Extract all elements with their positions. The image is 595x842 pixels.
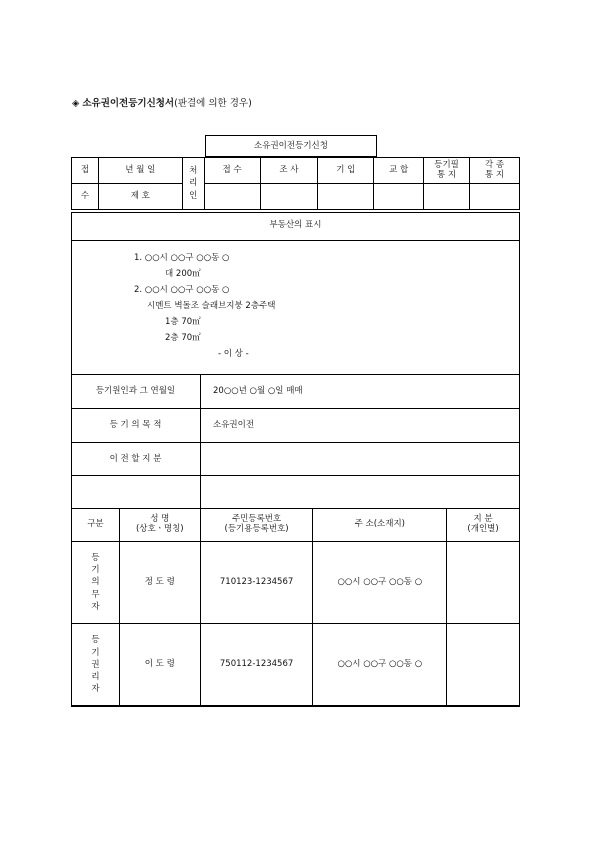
diamond-bullet-icon: ◈: [72, 98, 80, 109]
review-blank: [260, 184, 318, 210]
party-share-header-line1: 지 분: [473, 514, 493, 525]
property-line: 1층 70㎡: [165, 317, 201, 327]
registration-purpose-value: 소유권이전: [213, 420, 255, 430]
title-main: 소유권이전등기신청서: [82, 98, 175, 109]
various-notify-line1: 각 종: [484, 159, 505, 170]
party-name-header-line1: 성 명: [150, 514, 170, 525]
divider: [200, 374, 201, 508]
property-end-marker: - 이 상 -: [218, 349, 249, 359]
party-id: 710123-1234567: [200, 542, 313, 624]
party-id-header: [200, 509, 313, 542]
title-subtitle: (판결에 의한 경우): [174, 98, 252, 109]
property-line: 2층 70㎡: [165, 333, 201, 343]
notify-blank: [424, 184, 470, 210]
party-type-header: 구분: [72, 509, 120, 542]
collate-blank: [374, 184, 424, 210]
handler-cell: [182, 158, 204, 210]
receipt-label-top: 접: [72, 158, 99, 184]
party-type-char: 자: [91, 601, 100, 612]
receipt-number-cell: 제 호: [98, 184, 182, 210]
party-type-char: 기: [91, 647, 100, 658]
party-type-char: 등: [91, 552, 100, 563]
entry-header: 기 입: [318, 158, 374, 184]
party-name-header: [119, 509, 200, 542]
property-line: 대 200㎡: [165, 269, 201, 279]
party-share: [447, 542, 520, 624]
various-notify-header: [470, 158, 520, 184]
notify-header-line2: 통 지: [437, 169, 457, 180]
party-type-obligor: [72, 542, 120, 624]
party-type-char: 리: [91, 672, 100, 683]
party-name-header-line2: (상호ㆍ명칭): [135, 524, 184, 534]
notify-header-line1: 등기필: [434, 159, 459, 170]
various-notify-line2: 통 지: [484, 169, 505, 180]
divider: [71, 374, 520, 375]
property-line: 1. ○○시 ○○구 ○○동 ○: [134, 253, 230, 263]
reception-blank: [204, 184, 260, 210]
collate-header: 교 합: [374, 158, 424, 184]
parties-table: [71, 508, 520, 707]
party-share-header-line2: (개인별): [467, 524, 499, 534]
handler-char-1: 처: [189, 166, 198, 177]
party-id: 750112-1234567: [200, 624, 313, 707]
divider: [71, 408, 520, 409]
registration-cause-value: 20○○년 ○월 ○일 매매: [213, 386, 303, 396]
divider: [71, 475, 520, 476]
entry-blank: [318, 184, 374, 210]
party-type-char: 무: [91, 589, 100, 600]
receipt-date-cell: 년 월 일: [98, 158, 182, 184]
table-row: [72, 624, 520, 707]
party-name: 이 도 령: [119, 624, 200, 707]
party-type-char: 자: [91, 684, 100, 695]
property-line: 시멘트 벽돌조 슬래브지붕 2층주택: [147, 301, 276, 311]
property-line: 2. ○○시 ○○구 ○○동 ○: [134, 285, 230, 295]
party-id-header-line2: (등기용등록번호): [224, 524, 289, 534]
document-title: [72, 99, 252, 109]
various-notify-blank: [470, 184, 520, 210]
receipt-banner: [205, 135, 377, 157]
handler-char-2: 리: [189, 178, 198, 189]
review-header: 조 사: [260, 158, 318, 184]
party-id-header-line1: 주민등록번호: [231, 514, 282, 525]
party-type-char: 의: [91, 577, 100, 588]
handler-char-3: 인: [189, 190, 198, 201]
party-address-header: 주 소(소재지): [313, 509, 447, 542]
notify-header: [424, 158, 470, 184]
divider: [71, 442, 520, 443]
receipt-banner-label: 소유권이전등기신청: [254, 141, 328, 151]
party-type-holder: [72, 624, 120, 707]
party-share: [447, 624, 520, 707]
table-row: [72, 542, 520, 624]
reception-header: 접 수: [204, 158, 260, 184]
party-type-char: 등: [91, 635, 100, 646]
receipt-table: [71, 157, 520, 210]
party-share-header: [447, 509, 520, 542]
registration-cause-label: 등기원인과 그 연월일: [95, 386, 176, 396]
party-name: 정 도 령: [119, 542, 200, 624]
party-address: ○○시 ○○구 ○○동 ○: [313, 624, 447, 707]
receipt-label-bottom: 수: [72, 184, 99, 210]
party-type-char: 기: [91, 565, 100, 576]
registration-purpose-label: 등 기 의 목 적: [109, 420, 162, 430]
property-header: 부동산의 표시: [269, 220, 322, 230]
divider: [71, 240, 520, 241]
party-address: ○○시 ○○구 ○○동 ○: [313, 542, 447, 624]
transfer-share-label: 이 전 할 지 분: [109, 454, 162, 464]
party-type-char: 권: [91, 659, 100, 670]
